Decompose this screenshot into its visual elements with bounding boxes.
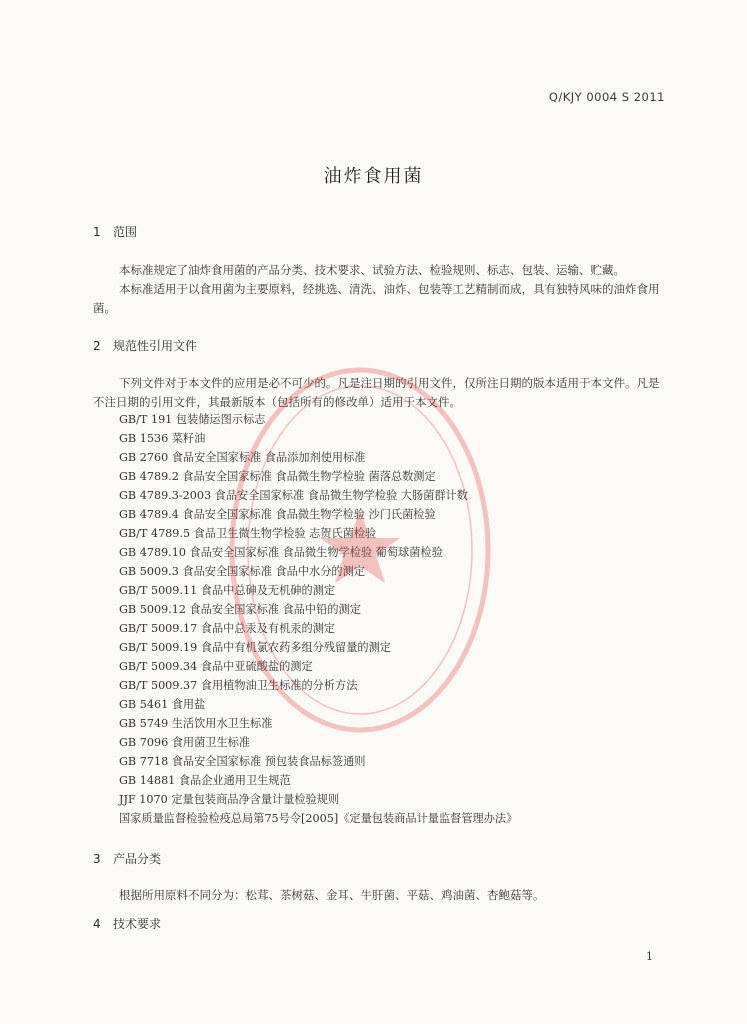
- reference-item: GB 5461 食用盐: [119, 698, 206, 711]
- reference-item: 国家质量监督检验检疫总局第75号令[2005]《定量包装商品计量监督管理办法》: [119, 812, 518, 825]
- classification-text: 根据所用原料不同分为：松茸、茶树菇、金耳、牛肝菌、平菇、鸡油菌、杏鲍菇等。: [119, 888, 545, 902]
- reference-item: GB 7096 食用菌卫生标准: [119, 736, 251, 749]
- section-number: 2: [93, 339, 101, 353]
- section-number: 3: [93, 852, 101, 866]
- reference-item: GB/T 5009.17 食品中总汞及有机汞的测定: [119, 622, 336, 635]
- section-1-heading: [93, 223, 137, 240]
- reference-item: GB 4789.2 食品安全国家标准 食品微生物学检验 菌落总数测定: [119, 470, 436, 483]
- reference-item: GB/T 191 包装储运图示标志: [119, 413, 266, 426]
- page-number: 1: [646, 950, 653, 963]
- reference-item: GB/T 5009.34 食品中亚硫酸盐的测定: [119, 660, 313, 673]
- reference-item: GB 7718 食品安全国家标准 预包装食品标签通则: [119, 755, 366, 768]
- reference-item: GB/T 5009.37 食用植物油卫生标准的分析方法: [119, 679, 358, 692]
- section-title: 产品分类: [113, 852, 162, 866]
- reference-item: GB/T 4789.5 食品卫生微生物学检验 志贺氏菌检验: [119, 527, 377, 540]
- reference-item: GB 5009.12 食品安全国家标准 食品中铅的测定: [119, 603, 361, 616]
- section-2-heading: [93, 337, 197, 354]
- reference-item: GB/T 5009.11 食品中总砷及无机砷的测定: [119, 584, 336, 597]
- refs-intro: [93, 374, 667, 412]
- section-number: 1: [93, 225, 101, 239]
- scope-paragraph-1: [93, 261, 667, 280]
- standard-code: Q/KJY 0004 S 2011: [548, 90, 665, 104]
- reference-item: GB 4789.4 食品安全国家标准 食品微生物学检验 沙门氏菌检验: [119, 508, 436, 521]
- reference-item: GB 1536 菜籽油: [119, 432, 206, 445]
- document-title: 油炸食用菌: [323, 166, 424, 187]
- refs-intro-text: 下列文件对于本文件的应用是必不可少的。凡是注日期的引用文件，仅所注日期的版本适用于本文件。凡是不注日期的引用文件，其最新版本（包括所有的修改单）适用于本文件。: [93, 376, 660, 409]
- reference-item: GB 2760 食品安全国家标准 食品添加剂使用标准: [119, 451, 366, 464]
- section-number: 4: [93, 917, 101, 931]
- section-title: 范围: [113, 225, 138, 239]
- reference-item: GB 5749 生活饮用水卫生标准: [119, 717, 273, 730]
- section-4-heading: [93, 915, 161, 932]
- classification-paragraph: [93, 886, 667, 905]
- reference-item: GB/T 5009.19 食品中有机氯农药多组分残留量的测定: [119, 641, 391, 654]
- scope-text-2: 本标准适用于以食用菌为主要原料，经挑选、清洗、油炸、包装等工艺精制而成，具有独特风味的油炸食用菌。: [93, 282, 660, 315]
- reference-list: [119, 410, 517, 828]
- section-3-heading: [93, 850, 161, 867]
- reference-item: GB 5009.3 食品安全国家标准 食品中水分的测定: [119, 565, 365, 578]
- reference-item: JJF 1070 定量包装商品净含量计量检验规则: [119, 793, 340, 806]
- scope-paragraph-2: [93, 280, 667, 318]
- reference-item: GB 4789.10 食品安全国家标准 食品微生物学检验 葡萄球菌检验: [119, 546, 443, 559]
- section-title: 规范性引用文件: [113, 339, 198, 353]
- section-title: 技术要求: [113, 917, 162, 931]
- scope-text-1: 本标准规定了油炸食用菌的产品分类、技术要求、试验方法、检验规则、标志、包装、运输、贮藏。: [119, 263, 625, 277]
- reference-item: GB 4789.3-2003 食品安全国家标准 食品微生物学检验 大肠菌群计数: [119, 489, 468, 502]
- reference-item: GB 14881 食品企业通用卫生规范: [119, 774, 291, 787]
